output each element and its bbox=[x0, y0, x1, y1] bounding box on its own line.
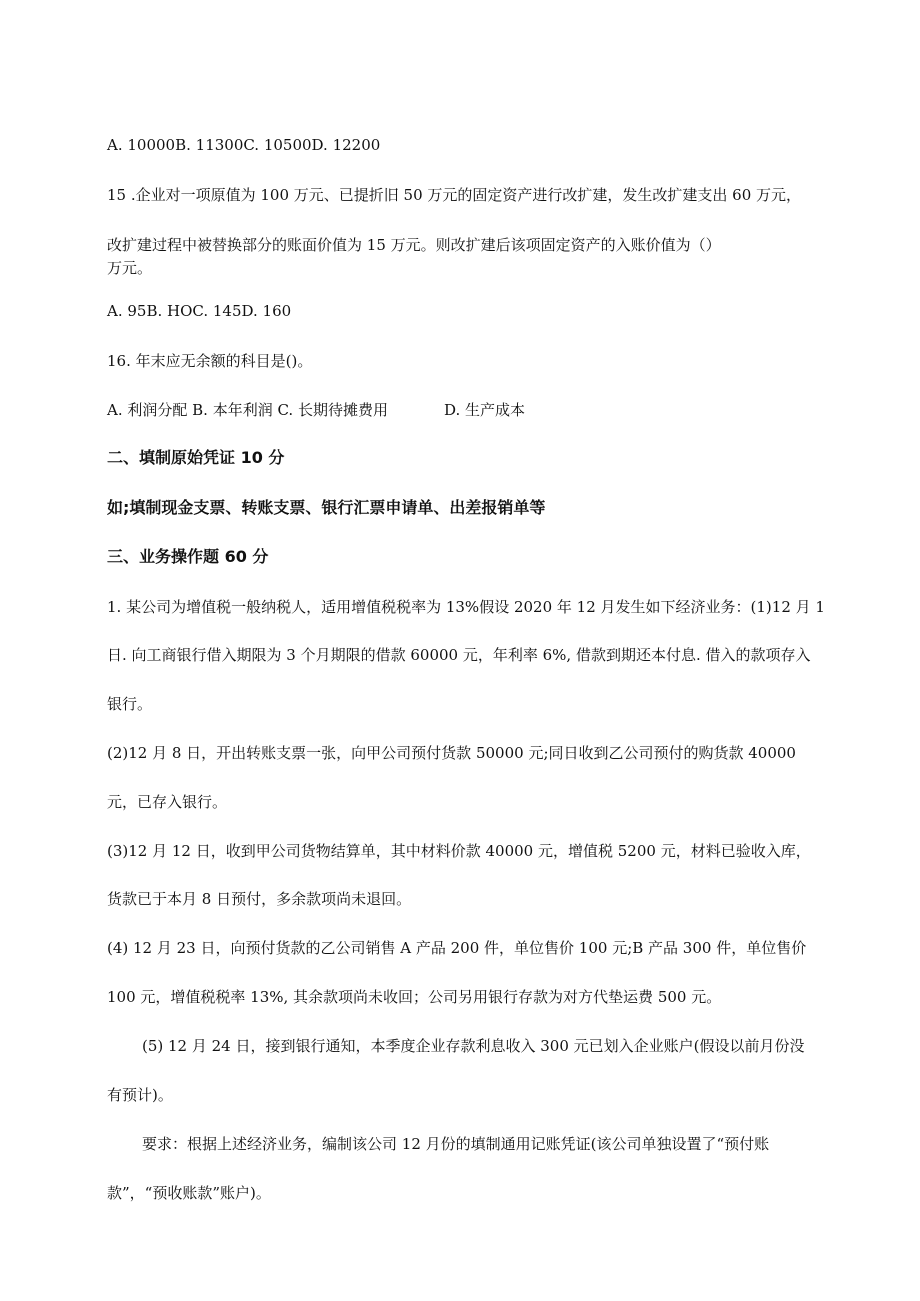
requirement-line-2: 款”，“预收账款”账户)。 bbox=[107, 1184, 271, 1202]
item-3-line-1: (3)12 月 12 日，收到甲公司货物结算单，其中材料价款 40000 元，增值税 5200 元，材料已验收入库， bbox=[107, 842, 811, 860]
q15-line-2: 改扩建过程中被替换部分的账面价值为 15 万元。则改扩建后该项固定资产的入账价值为（） bbox=[107, 236, 721, 254]
section-2-example: 如;填制现金支票、转账支票、银行汇票申请单、出差报销单等 bbox=[107, 498, 546, 517]
q16-option-d: D. 生产成本 bbox=[444, 401, 526, 419]
q14-options: A. 10000B. 11300C. 10500D. 12200 bbox=[107, 136, 381, 154]
q16-options-abc: A. 利润分配 B. 本年利润 C. 长期待摊费用 bbox=[107, 401, 388, 419]
item-1-line-1: 1. 某公司为增值税一般纳税人，适用增值税税率为 13%假设 2020 年 12 月发生如下经济业务：(1)12 月 1 bbox=[107, 598, 825, 616]
item-4-line-2: 100 元，增值税税率 13%, 其余款项尚未收回；公司另用银行存款为对方代垫运费 500 元。 bbox=[107, 988, 722, 1006]
section-3-heading: 三、业务操作题 60 分 bbox=[107, 547, 269, 566]
item-5-line-1: (5) 12 月 24 日，接到银行通知，本季度企业存款利息收入 300 元已划入企业账户(假设以前月份没 bbox=[142, 1037, 805, 1055]
item-3-line-2: 货款已于本月 8 日预付，多余款项尚未退回。 bbox=[107, 890, 412, 908]
item-4-line-1: (4) 12 月 23 日，向预付货款的乙公司销售 A 产品 200 件，单位售价 100 元;B 产品 300 件，单位售价 bbox=[107, 939, 807, 957]
q15-options: A. 95B. HOC. 145D. 160 bbox=[107, 302, 292, 320]
item-2-line-2: 元，已存入银行。 bbox=[107, 793, 228, 811]
requirement-line-1: 要求：根据上述经济业务，编制该公司 12 月份的填制通用记账凭证(该公司单独设置了“预付账 bbox=[142, 1135, 770, 1153]
item-5-line-2: 有预计)。 bbox=[107, 1086, 173, 1104]
q15-line-3: 万元。 bbox=[107, 259, 153, 277]
item-1-line-2: 日. 向工商银行借入期限为 3 个月期限的借款 60000 元，年利率 6%, 借款到期还本付息. 借入的款项存入 bbox=[107, 646, 811, 664]
item-1-line-3: 银行。 bbox=[107, 695, 153, 713]
q15-line-1: 15 .企业对一项原值为 100 万元、已提折旧 50 万元的固定资产进行改扩建，发生改扩建支出 60 万元， bbox=[107, 186, 802, 204]
item-2-line-1: (2)12 月 8 日，开出转账支票一张，向甲公司预付货款 50000 元;同日收到乙公司预付的购货款 40000 bbox=[107, 744, 796, 762]
section-2-heading: 二、填制原始凭证 10 分 bbox=[107, 448, 285, 467]
q16-stem: 16. 年末应无余额的科目是()。 bbox=[107, 352, 313, 370]
